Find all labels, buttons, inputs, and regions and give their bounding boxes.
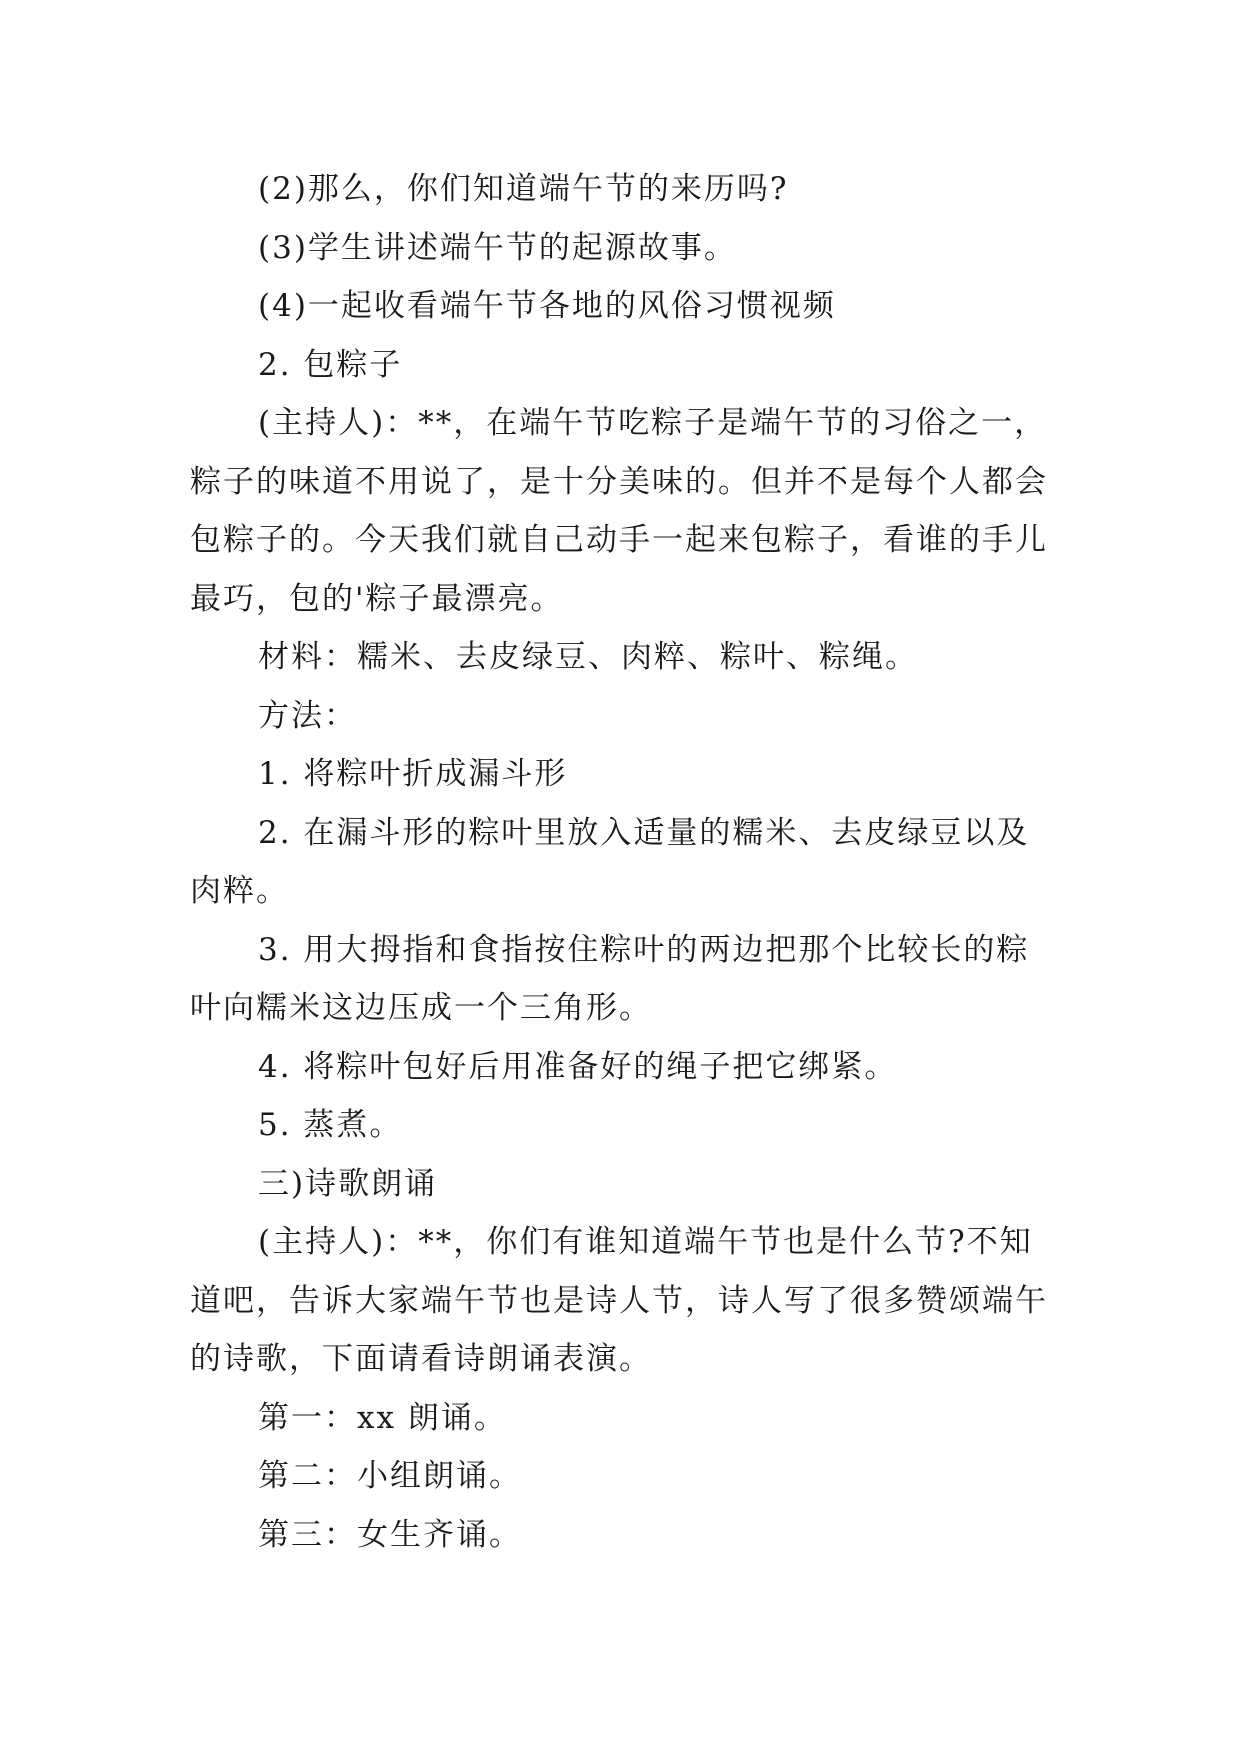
paragraph: 方法： (258, 697, 357, 734)
list-item: 4. 将粽叶包好后用准备好的绳子把它绑紧。 (258, 1048, 898, 1085)
paragraph: (2)那么，你们知道端午节的来历吗? (258, 171, 789, 207)
section-heading: 2. 包粽子 (258, 346, 403, 383)
document-body (190, 160, 1050, 1564)
list-item: 第二：小组朗诵。 (258, 1458, 522, 1494)
list-item: 5. 蒸煮。 (258, 1107, 403, 1143)
list-item: 2. 在漏斗形的粽叶里放入适量的糯米、去皮绿豆以及肉粹。 (190, 814, 1030, 909)
paragraph: (主持人)：**，在端午节吃粽子是端午节的习俗之一，粽子的味道不用说了，是十分美味的。但并不是每个人都会包粽子的。今天我们就自己动手一起来包粽子，看谁的手儿最巧，包的'粽子最漂亮。 (190, 405, 1048, 617)
paragraph: (3)学生讲述端午节的起源故事。 (258, 229, 737, 266)
list-item: 第一：xx 朗诵。 (258, 1399, 507, 1436)
paragraph: 材料：糯米、去皮绿豆、肉粹、粽叶、粽绳。 (258, 639, 918, 675)
paragraph: (4)一起收看端午节各地的风俗习惯视频 (258, 288, 836, 324)
list-item: 第三：女生齐诵。 (258, 1516, 522, 1553)
list-item: 1. 将粽叶折成漏斗形 (258, 756, 568, 792)
paragraph: (主持人)：**，你们有谁知道端午节也是什么节?不知道吧，告诉大家端午节也是诗人节，诗人写了很多赞颂端午的诗歌，下面请看诗朗诵表演。 (190, 1224, 1048, 1377)
list-item: 3. 用大拇指和食指按住粽叶的两边把那个比较长的粽叶向糯米这边压成一个三角形。 (190, 931, 1030, 1026)
section-heading: 三)诗歌朗诵 (258, 1165, 438, 1202)
